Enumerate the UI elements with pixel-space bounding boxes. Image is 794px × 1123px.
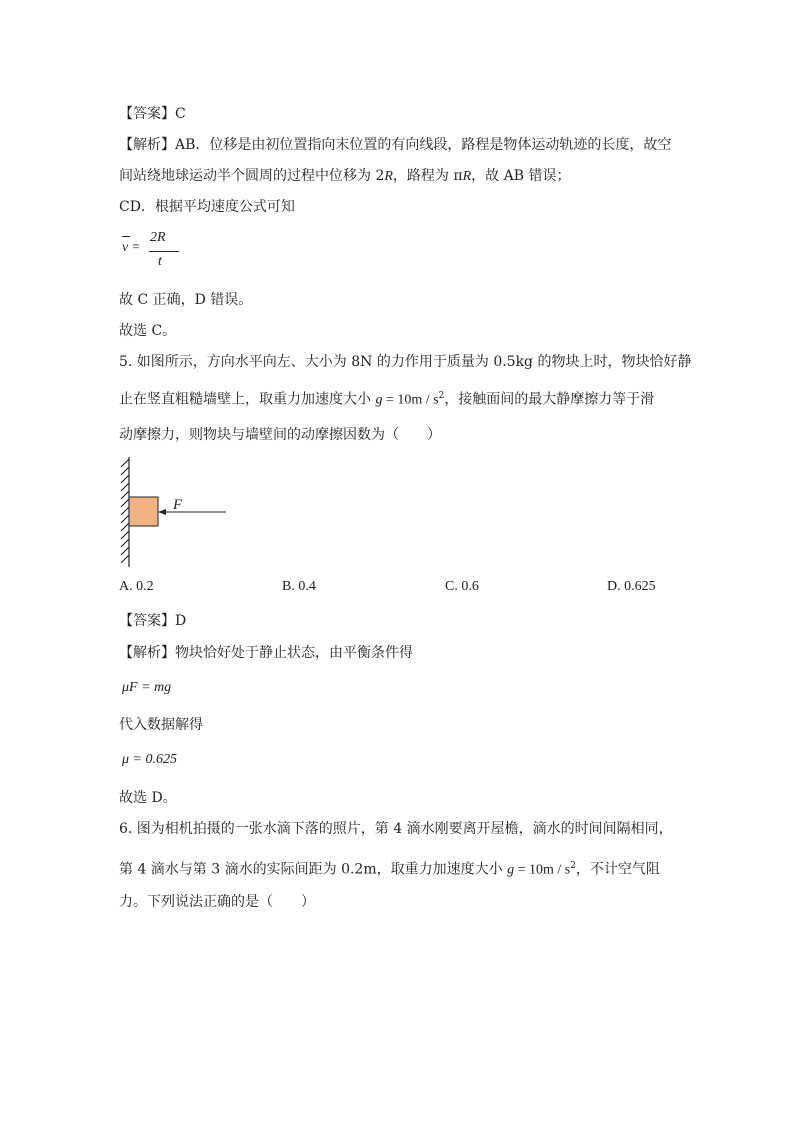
- exponent: 2: [570, 861, 576, 871]
- equation-balance: μF = mg: [122, 680, 172, 695]
- analysis-text: 物块恰好处于静止状态，由平衡条件得: [175, 645, 413, 661]
- arrow-head-icon: [158, 509, 166, 515]
- q5-conclusion: 故选 D。: [119, 790, 177, 806]
- analysis-text: ，故 AB 错误；: [471, 168, 571, 184]
- formula-denominator: t: [158, 254, 162, 269]
- force-label: F: [173, 497, 183, 513]
- analysis-text: AB．位移是由初位置指向末位置的有向线段，路程是物体运动轨迹的长度，故空: [175, 137, 672, 153]
- q5-stem-line-1: 5. 如图所示，方向水平向左、大小为 8N 的力作用于质量为 0.5kg 的物块上时，物块恰好静: [119, 354, 692, 370]
- equation-result: μ = 0.625: [122, 752, 177, 767]
- exponent: 2: [438, 391, 445, 401]
- option-c: C. 0.6: [445, 579, 479, 594]
- formula-v: v: [122, 240, 129, 255]
- analysis-tag: 【解析】: [119, 645, 175, 661]
- option-b: B. 0.4: [282, 579, 316, 594]
- q6-stem-line-2: [119, 856, 660, 881]
- formula-equals: =: [132, 240, 140, 255]
- q5-answer-line: [119, 611, 186, 631]
- q4-analysis-line-1: [119, 135, 671, 155]
- answer-tag: 【答案】: [119, 106, 175, 122]
- block: [129, 497, 158, 526]
- average-velocity-formula: [120, 232, 180, 276]
- analysis-tag: 【解析】: [119, 137, 175, 153]
- q6-stem-line-1: 6. 图为相机拍摄的一张水滴下落的照片，第 4 滴水刚要离开屋檐，滴水的时间间隔相同，: [119, 821, 673, 837]
- q4-analysis-line-2: [119, 166, 570, 187]
- option-a: A. 0.2: [119, 579, 154, 594]
- stem-value: = 10m / s: [514, 862, 571, 878]
- stem-value: = 10m / s: [382, 392, 439, 408]
- q4-cd-line: CD．根据平均速度公式可知: [119, 199, 295, 215]
- variable-R: R: [384, 169, 393, 184]
- variable-R: R: [462, 169, 472, 184]
- q4-conclusion-1: 故 C 正确，D 错误。: [119, 292, 253, 308]
- q6-stem-line-3: 力。下列说法正确的是（ ）: [119, 894, 315, 910]
- formula-numerator: 2R: [150, 230, 166, 245]
- stem-text: ，不计空气阻: [575, 861, 660, 878]
- variable-g: g: [507, 862, 515, 878]
- analysis-text: ，路程为 π: [392, 168, 463, 184]
- option-d: D. 0.625: [607, 579, 656, 594]
- analysis-text: 间站绕地球运动半个圆周的过程中位移为 2: [119, 168, 385, 184]
- q4-conclusion-2: 故选 C。: [119, 323, 177, 339]
- stem-text: ，接触面间的最大静摩擦力等于滑: [444, 391, 655, 408]
- variable-g: g: [375, 392, 383, 408]
- answer-tag: 【答案】: [119, 613, 175, 629]
- answer-value: D: [175, 613, 187, 629]
- wall-hatching: [121, 459, 129, 563]
- q5-analysis-line: [119, 643, 413, 663]
- fraction-bar: [149, 251, 179, 252]
- stem-text: 止在竖直粗糙墙壁上，取重力加速度大小: [119, 391, 376, 408]
- q5-stem-line-2: [119, 386, 654, 411]
- wall-block-figure: [112, 455, 242, 570]
- answer-value: C: [175, 106, 186, 122]
- substitute-line: 代入数据解得: [119, 717, 203, 733]
- q4-answer-line: [119, 104, 186, 124]
- stem-text: 第 4 滴水与第 3 滴水的实际间距为 0.2m，取重力加速度大小: [119, 861, 508, 878]
- q5-stem-line-3: 动摩擦力，则物块与墙壁间的动摩擦因数为（ ）: [119, 427, 441, 443]
- overbar: [122, 236, 130, 237]
- q5-options: [119, 579, 679, 599]
